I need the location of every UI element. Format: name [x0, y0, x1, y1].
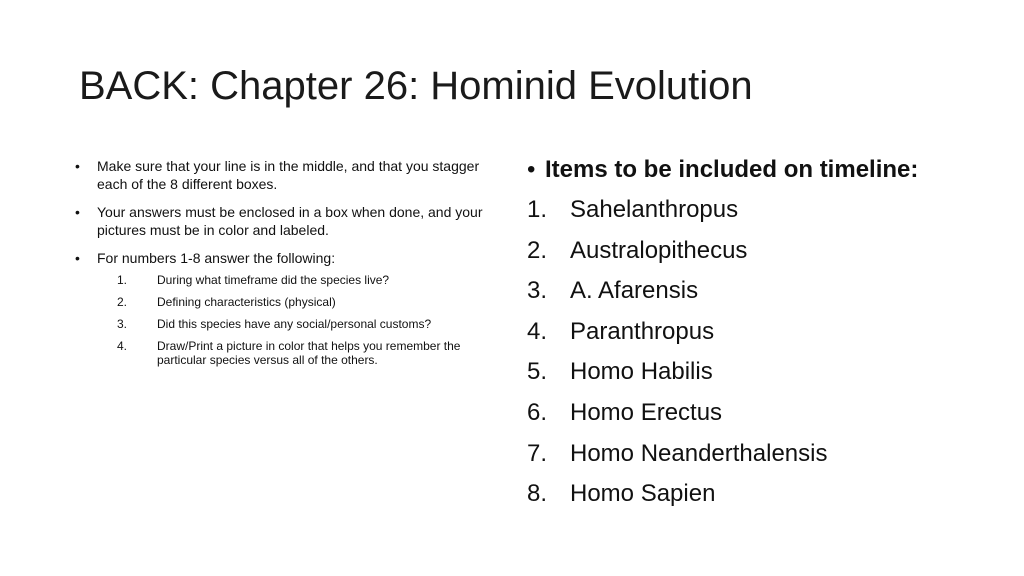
timeline-item-number: 8.	[527, 480, 548, 508]
question-item	[75, 339, 505, 367]
question-number: 2.	[117, 295, 128, 309]
slide-title: BACK: Chapter 26: Hominid Evolution	[79, 64, 753, 108]
timeline-heading	[527, 152, 997, 188]
question-text: Defining characteristics (physical)	[157, 295, 336, 309]
timeline-item-number: 1.	[527, 196, 548, 223]
question-text: Draw/Print a picture in color that helps you remember the particular species versus all of the others.	[157, 339, 461, 367]
timeline-item-number: 7.	[527, 439, 548, 467]
timeline-item-text: Homo Neanderthalensis	[570, 439, 828, 467]
question-list	[75, 273, 505, 367]
instruction-text: For numbers 1-8 answer the following:	[97, 250, 336, 266]
bullet-icon: •	[75, 204, 80, 220]
timeline-item-text: Homo Erectus	[570, 398, 723, 426]
timeline-item-text: Paranthropus	[570, 317, 715, 345]
question-number: 4.	[117, 339, 128, 353]
question-text: During what timeframe did the species live?	[157, 273, 390, 287]
timeline-item-number: 5.	[527, 358, 548, 386]
instruction-bullet	[75, 157, 505, 193]
timeline-item	[527, 233, 997, 269]
question-text: Did this species have any social/personal customs?	[157, 317, 432, 331]
timeline-item-text: Homo Sapien	[570, 480, 716, 508]
timeline-item-number: 2.	[527, 236, 548, 264]
timeline-heading-text: Items to be included on timeline:	[545, 156, 919, 183]
timeline-item-number: 3.	[527, 277, 548, 305]
timeline-item-text: Sahelanthropus	[570, 196, 739, 223]
timeline-item	[527, 273, 997, 309]
question-item	[75, 273, 505, 287]
timeline-item	[527, 436, 997, 472]
instructions-column	[75, 157, 505, 375]
bullet-icon: •	[75, 158, 80, 174]
question-number: 3.	[117, 317, 128, 331]
question-item	[75, 295, 505, 309]
instruction-bullet	[75, 203, 505, 239]
timeline-item	[527, 476, 997, 512]
instruction-bullet	[75, 249, 505, 267]
timeline-item	[527, 395, 997, 431]
question-number: 1.	[117, 273, 128, 287]
bullet-icon: •	[527, 156, 536, 183]
question-item	[75, 317, 505, 331]
timeline-item	[527, 314, 997, 350]
timeline-items-column	[527, 152, 997, 517]
timeline-item	[527, 354, 997, 390]
timeline-item	[527, 192, 997, 228]
bullet-icon: •	[75, 250, 80, 266]
timeline-item-text: Australopithecus	[570, 236, 748, 264]
timeline-item-number: 6.	[527, 398, 548, 426]
timeline-item-text: Homo Habilis	[570, 358, 713, 386]
timeline-item-number: 4.	[527, 317, 548, 345]
instruction-text: Your answers must be enclosed in a box when done, and your pictures must be in color and labeled.	[97, 204, 483, 238]
instruction-text: Make sure that your line is in the middle, and that you stagger each of the 8 different boxes.	[97, 158, 480, 192]
timeline-item-text: A. Afarensis	[570, 277, 699, 305]
